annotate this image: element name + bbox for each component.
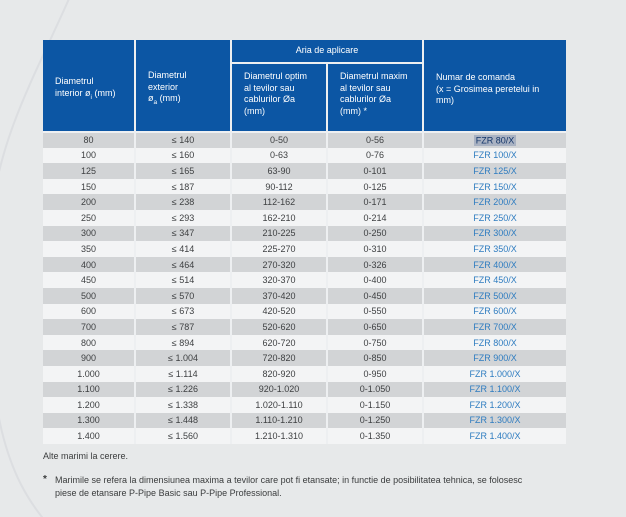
cell-interior: 900 [43,350,135,366]
order-number-link[interactable]: FZR 1.400/X [469,431,521,442]
cell-exterior: ≤ 1.560 [135,428,231,444]
order-number-link[interactable]: FZR 700/X [473,321,517,332]
subscript-a: a [153,99,158,107]
cell-order-number[interactable] [423,257,566,273]
table-row [43,210,566,226]
cell-maxim: 0-101 [327,163,423,179]
header-line: Diametrul optim [244,71,308,82]
footnote-asterisk: * [43,474,47,485]
cell-interior: 1.100 [43,382,135,398]
cell-maxim: 0-250 [327,226,423,242]
header-line: Numar de comanda [436,72,516,83]
table-row [43,194,566,210]
cell-exterior: ≤ 1.338 [135,397,231,413]
cell-interior: 125 [43,163,135,179]
table-row [43,132,566,148]
header-line: exterior [148,81,179,92]
order-number-link[interactable]: FZR 500/X [473,290,517,301]
cell-optim: 90-112 [231,179,327,195]
table-header [43,40,566,132]
cell-exterior: ≤ 1.448 [135,413,231,429]
order-number-link[interactable]: FZR 600/X [473,306,517,317]
cell-optim: 920-1.020 [231,382,327,398]
cell-exterior: ≤ 1.114 [135,366,231,382]
cell-optim: 63-90 [231,163,327,179]
cell-interior: 100 [43,148,135,164]
cell-maxim: 0-450 [327,288,423,304]
cell-order-number[interactable] [423,413,566,429]
order-number-link[interactable]: FZR 1.100/X [469,384,521,395]
header-line: cablurilor Øa [340,94,392,105]
cell-interior: 500 [43,288,135,304]
cell-interior: 250 [43,210,135,226]
cell-maxim: 0-1.050 [327,382,423,398]
order-number-link-selected[interactable]: FZR 80/X [475,135,515,146]
cell-interior: 1.400 [43,428,135,444]
cell-maxim: 0-171 [327,194,423,210]
cell-exterior: ≤ 160 [135,148,231,164]
cell-interior: 450 [43,272,135,288]
table-row [43,366,566,382]
cell-exterior: ≤ 894 [135,335,231,351]
table-row [43,148,566,164]
cell-order-number[interactable] [423,335,566,351]
header-line: $ø_a$ (mm) [148,93,181,107]
cell-exterior: ≤ 140 [135,132,231,148]
cell-optim: 1.110-1.210 [231,413,327,429]
cell-maxim: 0-650 [327,319,423,335]
cell-maxim: 0-1.250 [327,413,423,429]
cell-order-number[interactable] [423,304,566,320]
order-number-link[interactable]: FZR 300/X [473,228,517,239]
table-body [43,132,566,444]
cell-interior: 700 [43,319,135,335]
header-line: Diametrul [55,76,94,87]
cell-order-number[interactable] [423,194,566,210]
header-line: Diametrul [148,70,187,81]
cell-order-number[interactable] [423,366,566,382]
cell-exterior: ≤ 514 [135,272,231,288]
cell-interior: 1.300 [43,413,135,429]
header-line: al tevilor sau [244,82,295,93]
cell-exterior: ≤ 787 [135,319,231,335]
cell-interior: 200 [43,194,135,210]
cell-order-number[interactable] [423,319,566,335]
col-group-header-aria-de-aplicare: Aria de aplicare [231,40,423,63]
table-row [43,272,566,288]
cell-optim: 720-820 [231,350,327,366]
footnote-text-line: piese de etansare P-Pipe Basic sau P-Pipe Professional. [55,487,282,498]
order-number-link[interactable]: FZR 150/X [473,181,517,192]
footnote-text [55,474,522,499]
cell-exterior: ≤ 464 [135,257,231,273]
order-number-link[interactable]: FZR 350/X [473,243,517,254]
cell-order-number[interactable] [423,397,566,413]
cell-maxim: 0-1.150 [327,397,423,413]
order-number-link[interactable]: FZR 200/X [473,197,517,208]
cell-order-number[interactable] [423,350,566,366]
cell-optim: 520-620 [231,319,327,335]
cell-order-number[interactable] [423,288,566,304]
col-header-diametrul-exterior [135,40,231,132]
header-line: (x = Grosimea peretelui in [436,83,540,94]
cell-exterior: ≤ 293 [135,210,231,226]
cell-interior: 1.200 [43,397,135,413]
cell-order-number[interactable] [423,179,566,195]
cell-interior: 400 [43,257,135,273]
cell-optim: 1.020-1.110 [231,397,327,413]
cell-maxim: 0-400 [327,272,423,288]
order-number-link[interactable]: FZR 900/X [473,353,517,364]
cell-maxim: 0-850 [327,350,423,366]
cell-interior: 350 [43,241,135,257]
col-header-diametrul-optim [231,63,327,132]
order-number-link[interactable]: FZR 1.200/X [469,399,521,410]
table-row [43,288,566,304]
header-line: mm) [436,95,455,106]
cell-maxim: 0-125 [327,179,423,195]
cell-order-number[interactable] [423,241,566,257]
cell-exterior: ≤ 673 [135,304,231,320]
cell-maxim: 0-76 [327,148,423,164]
cell-exterior: ≤ 238 [135,194,231,210]
header-line: (mm) * [340,105,367,116]
cell-exterior: ≤ 187 [135,179,231,195]
table-row [43,397,566,413]
cell-maxim: 0-56 [327,132,423,148]
cell-exterior: ≤ 1.004 [135,350,231,366]
cell-exterior: ≤ 570 [135,288,231,304]
order-number-link[interactable]: FZR 800/X [473,337,517,348]
cell-order-number[interactable] [423,382,566,398]
cell-order-number[interactable] [423,148,566,164]
cell-maxim: 0-550 [327,304,423,320]
cell-maxim: 0-1.350 [327,428,423,444]
cell-optim: 0-50 [231,132,327,148]
cell-exterior: ≤ 165 [135,163,231,179]
table-row [43,226,566,242]
cell-optim: 112-162 [231,194,327,210]
cell-order-number[interactable] [423,226,566,242]
table-row [43,428,566,444]
cell-optim: 270-320 [231,257,327,273]
cell-interior: 800 [43,335,135,351]
table-row [43,382,566,398]
cell-interior: 600 [43,304,135,320]
cell-order-number[interactable] [423,272,566,288]
table-row [43,350,566,366]
order-number-link[interactable]: FZR 125/X [473,165,517,176]
cell-order-number[interactable] [423,210,566,226]
cell-optim: 370-420 [231,288,327,304]
other-sizes-note: Alte marimi la cerere. [43,451,129,461]
cell-order-number[interactable] [423,428,566,444]
cell-exterior: ≤ 414 [135,241,231,257]
table-row [43,413,566,429]
footnote [43,474,559,499]
cell-optim: 162-210 [231,210,327,226]
header-line: Diametrul maxim [340,71,408,82]
table-row [43,241,566,257]
cell-maxim: 0-310 [327,241,423,257]
table-row [43,257,566,273]
header-line: interior $ø_i$ (mm) [55,87,116,101]
cell-maxim: 0-950 [327,366,423,382]
cell-order-number[interactable] [423,132,566,148]
order-number-link[interactable]: FZR 1.300/X [469,415,521,426]
col-header-numar-de-comanda [423,40,566,132]
order-number-link[interactable]: FZR 250/X [473,212,517,223]
cell-optim: 420-520 [231,304,327,320]
cell-optim: 0-63 [231,148,327,164]
cell-order-number[interactable] [423,163,566,179]
table-row [43,163,566,179]
cell-exterior: ≤ 347 [135,226,231,242]
header-line: al tevilor sau [340,82,391,93]
cell-maxim: 0-326 [327,257,423,273]
cell-optim: 620-720 [231,335,327,351]
cell-interior: 300 [43,226,135,242]
table-row [43,335,566,351]
cell-interior: 150 [43,179,135,195]
col-header-diametrul-interior [43,40,135,132]
table-row [43,319,566,335]
fzr-size-table [43,40,566,444]
table-row [43,179,566,195]
cell-interior: 80 [43,132,135,148]
order-number-link[interactable]: FZR 450/X [473,275,517,286]
footnote-text-line: Marimile se refera la dimensiunea maxima a tevilor care pot fi etansate; in functie de posibilitatea tehnica, se folosesc [55,475,523,485]
cell-maxim: 0-214 [327,210,423,226]
subscript-i: i [90,93,92,101]
header-line: cablurilor Øa [244,94,296,105]
col-header-diametrul-maxim [327,63,423,132]
order-number-link[interactable]: FZR 1.000/X [469,368,521,379]
order-number-link[interactable]: FZR 400/X [473,259,517,270]
cell-maxim: 0-750 [327,335,423,351]
table-row [43,304,566,320]
cell-optim: 320-370 [231,272,327,288]
cell-optim: 210-225 [231,226,327,242]
cell-optim: 820-920 [231,366,327,382]
cell-optim: 1.210-1.310 [231,428,327,444]
cell-optim: 225-270 [231,241,327,257]
cell-exterior: ≤ 1.226 [135,382,231,398]
cell-interior: 1.000 [43,366,135,382]
header-line: (mm) [244,105,265,116]
order-number-link[interactable]: FZR 100/X [473,150,517,161]
